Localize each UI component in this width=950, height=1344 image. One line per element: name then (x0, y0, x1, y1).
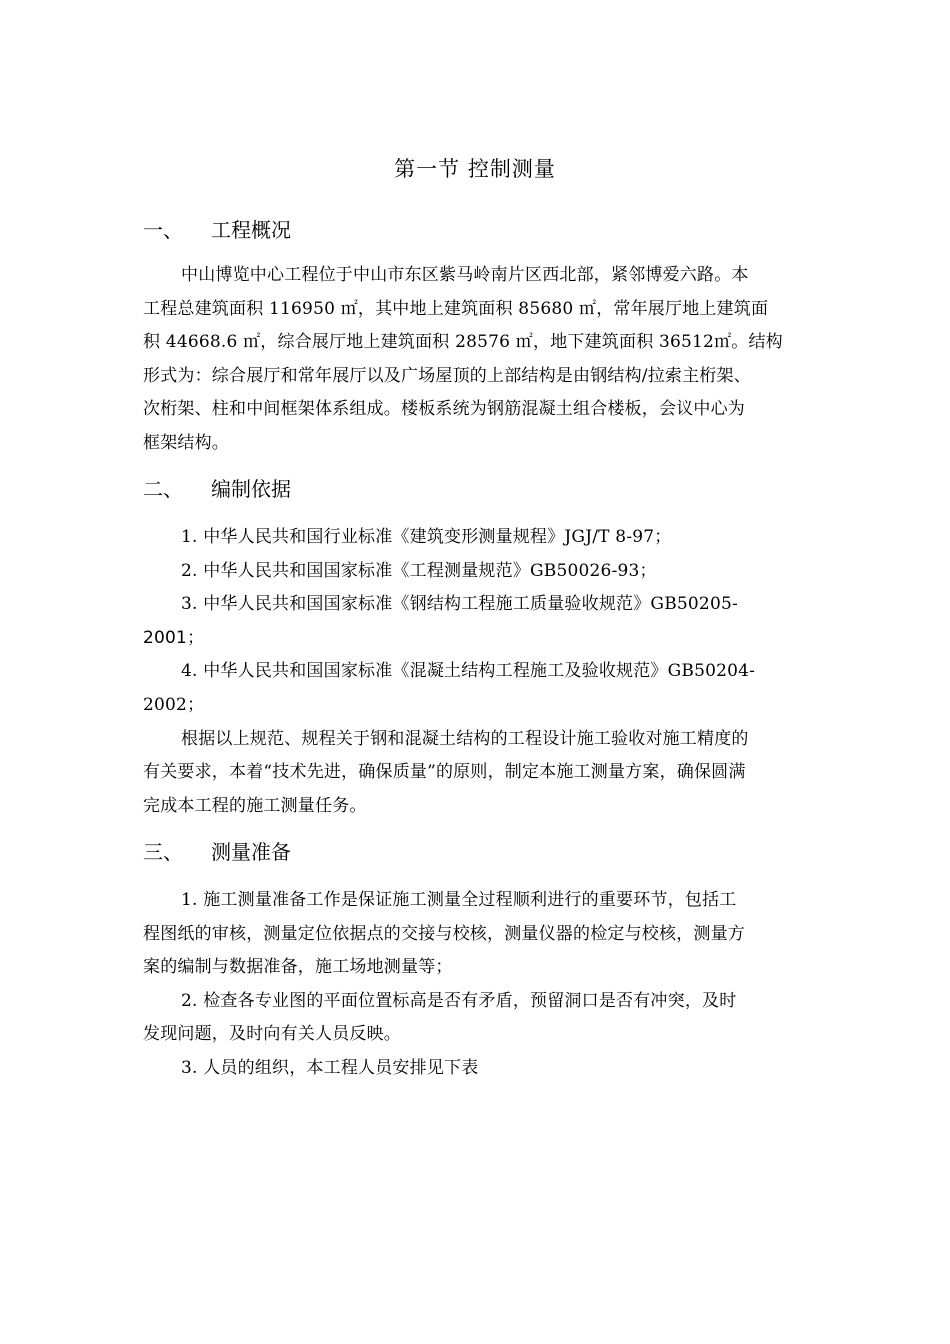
section-number: 一、 (143, 218, 183, 242)
list-item-continuation: 2001； (143, 627, 205, 648)
section-3-body (143, 884, 807, 1086)
paragraph-line: 形式为：综合展厅和常年展厅以及广场屋顶的上部结构是由钢结构/拉索主桁架、 (143, 365, 751, 386)
paragraph-line: 积 44668.6 ㎡，综合展厅地上建筑面积 28576 ㎡，地下建筑面积 36512㎡。结构 (143, 332, 783, 353)
section-number: 二、 (143, 477, 183, 501)
list-item: 3. 中华人民共和国国家标准《钢结构工程施工质量验收规范》GB50205- (181, 594, 738, 615)
section-title: 编制依据 (211, 477, 291, 501)
section-number: 三、 (143, 840, 183, 864)
list-item: 1. 施工测量准备工作是保证施工测量全过程顺利进行的重要环节，包括工 (181, 890, 737, 910)
list-item-continuation: 程图纸的审核，测量定位依据点的交接与校核，测量仪器的检定与校核，测量方 (143, 923, 745, 944)
paragraph-line: 根据以上规范、规程关于钢和混凝土结构的工程设计施工验收对施工精度的 (181, 728, 749, 749)
list-item: 3. 人员的组织，本工程人员安排见下表 (181, 1057, 479, 1078)
paragraph-line: 框架结构。 (143, 432, 229, 453)
list-item: 2. 中华人民共和国国家标准《工程测量规范》GB50026-93； (181, 560, 657, 581)
list-item: 4. 中华人民共和国国家标准《混凝土结构工程施工及验收规范》GB50204- (181, 661, 756, 682)
paragraph-line: 中山博览中心工程位于中山市东区紫马岭南片区西北部，紧邻博爱六路。本 (181, 265, 749, 285)
section-title: 工程概况 (211, 218, 291, 242)
list-item-continuation: 2002； (143, 694, 205, 715)
paragraph-line: 有关要求，本着“技术先进，确保质量”的原则，制定本施工测量方案，确保圆满 (143, 762, 746, 783)
section-heading-1 (143, 215, 291, 245)
section-heading-2 (143, 474, 291, 504)
paragraph-line: 完成本工程的施工测量任务。 (143, 795, 367, 816)
list-item-continuation: 案的编制与数据准备，施工场地测量等； (143, 957, 453, 978)
paragraph-line: 工程总建筑面积 116950 ㎡，其中地上建筑面积 85680 ㎡，常年展厅地上建筑面 (143, 298, 769, 319)
page-title: 第一节 控制测量 (394, 157, 556, 181)
list-item: 2. 检查各专业图的平面位置标高是否有矛盾，预留洞口是否有冲突，及时 (181, 990, 737, 1011)
list-item-continuation: 发现问题，及时向有关人员反映。 (143, 1024, 401, 1045)
list-item: 1. 中华人民共和国行业标准《建筑变形测量规程》JGJ/T 8-97； (181, 527, 672, 547)
section-heading-3 (143, 837, 291, 867)
section-title: 测量准备 (211, 840, 291, 864)
paragraph-line: 次桁架、柱和中间框架体系组成。楼板系统为钢筋混凝土组合楼板，会议中心为 (143, 399, 745, 420)
section-1-body (143, 259, 807, 461)
section-2-body (143, 521, 807, 823)
